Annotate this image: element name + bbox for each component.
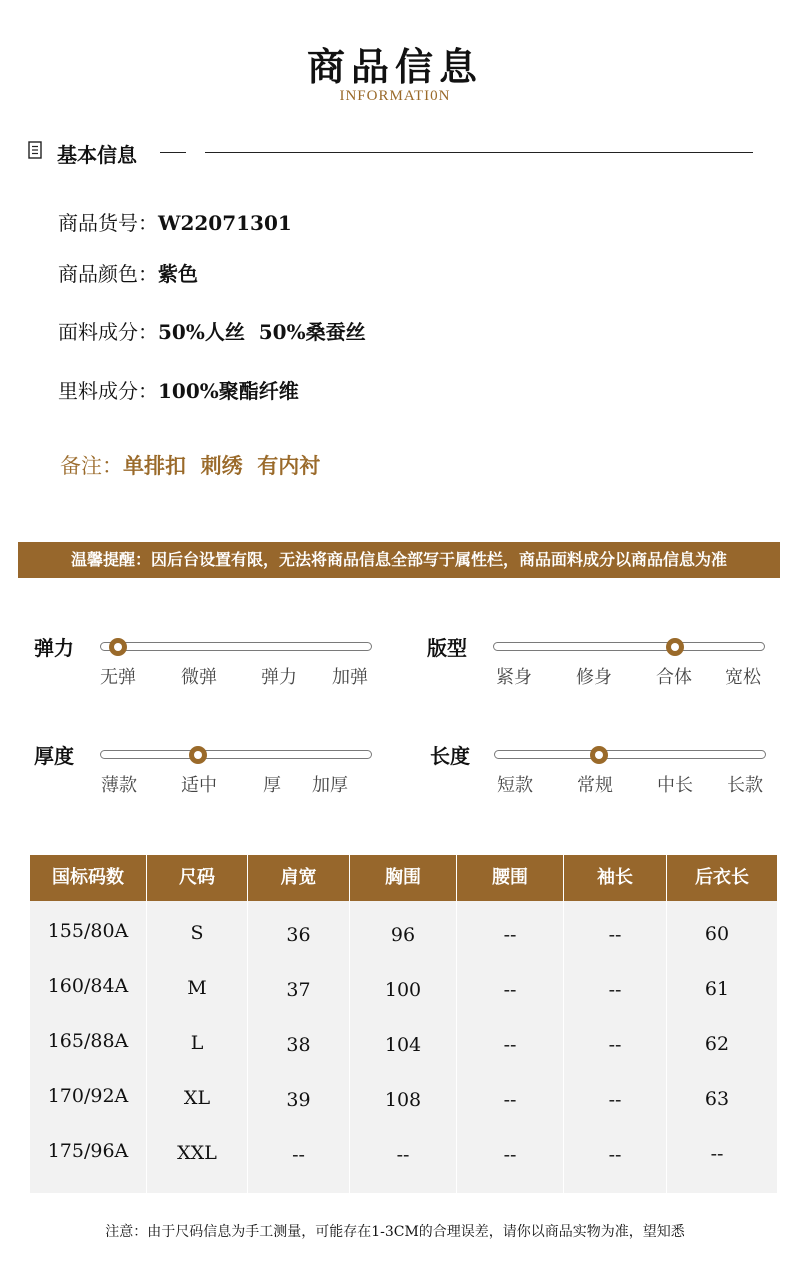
table-cell: 165/88A xyxy=(47,1030,129,1052)
fit-option: 修身 xyxy=(576,667,612,688)
table-cell: 61 xyxy=(704,978,730,1000)
table-cell: 175/96A xyxy=(47,1140,129,1162)
length-track xyxy=(494,750,766,759)
table-cell: 63 xyxy=(704,1088,730,1110)
table-cell: -- xyxy=(608,1034,622,1056)
column-divider xyxy=(456,855,457,1193)
table-cell: 96 xyxy=(390,924,416,946)
remark-label: 备注： xyxy=(60,454,123,478)
length-knob xyxy=(590,746,608,764)
slider-label-elasticity: 弹力 xyxy=(34,636,74,660)
info-color xyxy=(58,258,198,287)
table-cell: 108 xyxy=(384,1089,422,1111)
fit-option: 合体 xyxy=(656,667,692,688)
info-value: W22071301 xyxy=(158,211,292,235)
info-label: 商品货号： xyxy=(58,211,158,235)
elasticity-option: 弹力 xyxy=(261,667,297,688)
slider-label-fit: 版型 xyxy=(427,636,467,660)
table-cell: 104 xyxy=(384,1034,422,1056)
table-cell: S xyxy=(190,922,204,944)
table-cell: L xyxy=(190,1032,204,1054)
section-divider xyxy=(205,152,753,153)
slider-label-length: 长度 xyxy=(430,744,470,768)
column-header: 肩宽 xyxy=(280,867,317,888)
length-option: 常规 xyxy=(577,775,613,796)
column-divider xyxy=(349,855,350,1193)
info-lining xyxy=(58,375,299,404)
elasticity-option: 微弹 xyxy=(181,667,217,688)
table-cell: -- xyxy=(396,1144,410,1166)
column-header: 腰围 xyxy=(492,867,528,888)
table-cell: 170/92A xyxy=(47,1085,129,1107)
table-cell: 155/80A xyxy=(47,920,129,942)
footer-note: 注意：由于尺码信息为手工测量，可能存在1-3CM的合理误差，请你以商品实物为准，望知悉 xyxy=(105,1224,685,1240)
table-cell: -- xyxy=(503,1144,517,1166)
info-fabric xyxy=(58,316,366,345)
table-cell: 37 xyxy=(286,979,311,1001)
info-label: 商品颜色： xyxy=(58,262,158,286)
table-cell: -- xyxy=(503,1034,517,1056)
table-cell: -- xyxy=(608,1089,622,1111)
info-value: 50%人丝 50%桑蚕丝 xyxy=(158,320,366,344)
elasticity-track xyxy=(100,642,372,651)
table-cell: XXL xyxy=(177,1142,217,1164)
table-cell: -- xyxy=(292,1144,305,1166)
fit-knob xyxy=(666,638,684,656)
column-header: 袖长 xyxy=(597,867,633,888)
section-dash xyxy=(160,152,186,153)
info-value: 紫色 xyxy=(158,262,198,286)
table-cell: 62 xyxy=(704,1033,730,1055)
table-cell: 39 xyxy=(286,1089,311,1111)
fit-option: 紧身 xyxy=(496,667,532,688)
section-title: 基本信息 xyxy=(57,143,137,167)
thickness-track xyxy=(100,750,372,759)
notice-banner: 温馨提醒：因后台设置有限，无法将商品信息全部写于属性栏，商品面料成分以商品信息为准 xyxy=(18,542,780,578)
table-cell: -- xyxy=(503,979,517,1001)
column-header: 后衣长 xyxy=(695,867,749,888)
column-header: 胸围 xyxy=(385,867,421,888)
elasticity-option: 无弹 xyxy=(100,667,136,688)
document-icon xyxy=(28,141,42,159)
elasticity-knob xyxy=(109,638,127,656)
info-item-no xyxy=(58,207,292,236)
column-divider xyxy=(247,855,248,1193)
table-cell: -- xyxy=(503,1089,517,1111)
table-cell: -- xyxy=(608,1144,622,1166)
length-option: 中长 xyxy=(657,775,693,796)
info-value: 100%聚酯纤维 xyxy=(158,379,299,403)
thickness-option: 薄款 xyxy=(101,775,137,796)
table-cell: -- xyxy=(608,979,622,1001)
table-cell: XL xyxy=(183,1087,211,1109)
elasticity-option: 加弹 xyxy=(332,667,368,688)
column-header: 尺码 xyxy=(179,867,215,888)
table-cell: -- xyxy=(608,924,622,946)
info-label: 里料成分： xyxy=(58,379,158,403)
remark-value: 单排扣 刺绣 有内衬 xyxy=(123,453,321,478)
thickness-option: 厚 xyxy=(263,775,281,796)
length-option: 短款 xyxy=(497,775,533,796)
thickness-option: 加厚 xyxy=(312,775,348,796)
table-cell: -- xyxy=(710,1143,724,1165)
page-subtitle: INFORMATI0N xyxy=(339,88,451,104)
info-remark xyxy=(60,450,320,480)
table-cell: 38 xyxy=(286,1034,311,1056)
thickness-knob xyxy=(189,746,207,764)
column-divider xyxy=(563,855,564,1193)
column-header: 国标码数 xyxy=(52,867,124,888)
fit-option: 宽松 xyxy=(725,667,761,688)
slider-label-thickness: 厚度 xyxy=(34,744,74,768)
length-option: 长款 xyxy=(727,775,763,796)
table-cell: 100 xyxy=(384,979,422,1001)
table-cell: M xyxy=(187,977,207,999)
table-cell: 160/84A xyxy=(47,975,129,997)
page-title: 商品信息 xyxy=(306,44,483,89)
table-cell: 60 xyxy=(704,923,730,945)
thickness-option: 适中 xyxy=(181,775,217,796)
table-cell: 36 xyxy=(286,924,311,946)
table-cell: -- xyxy=(503,924,517,946)
fit-track xyxy=(493,642,765,651)
info-label: 面料成分： xyxy=(58,320,158,344)
